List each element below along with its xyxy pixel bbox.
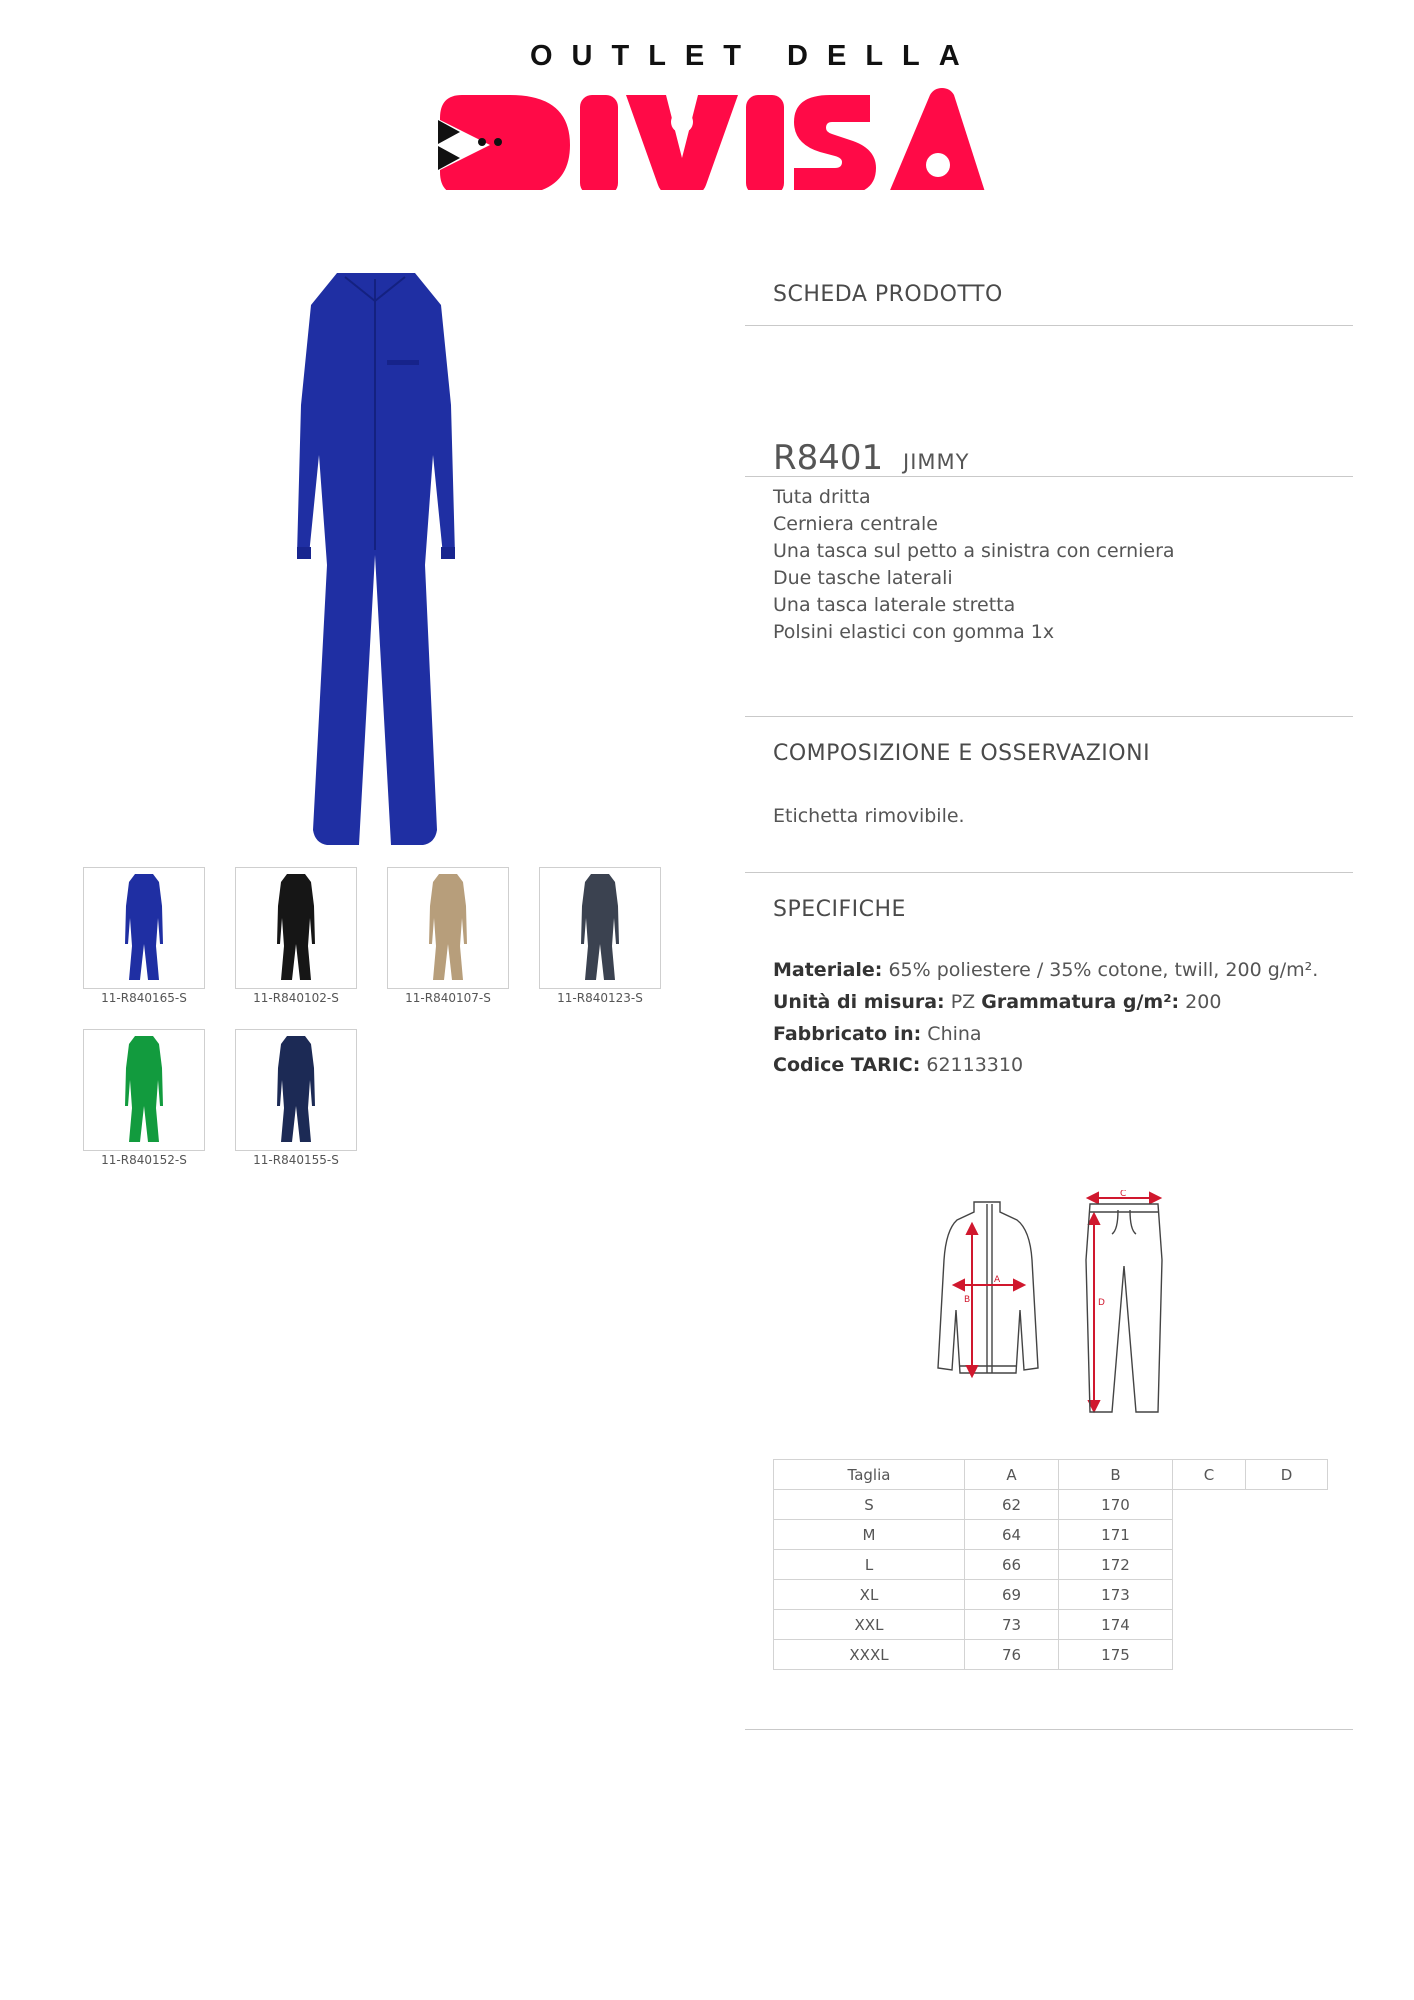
spec-unit-label: Unità di misura: xyxy=(773,991,945,1013)
feature-item: Una tasca sul petto a sinistra con cerniera xyxy=(773,540,1175,562)
feature-item: Tuta dritta xyxy=(773,486,871,508)
divider xyxy=(745,325,1353,326)
coverall-icon xyxy=(575,872,625,984)
trousers-outline-icon xyxy=(1086,1204,1162,1412)
coverall-icon xyxy=(423,872,473,984)
spec-made-in xyxy=(773,1023,982,1045)
thumbnail-5-code: 11-R840152-S xyxy=(101,1153,187,1167)
section-title-specifiche: SPECIFICHE xyxy=(773,897,906,922)
table-row xyxy=(774,1610,1328,1640)
table-empty xyxy=(1173,1520,1328,1550)
divider xyxy=(745,716,1353,717)
table-empty xyxy=(1173,1490,1328,1520)
thumbnail-4[interactable] xyxy=(539,867,661,989)
logo-letter-d xyxy=(440,95,570,190)
table-header-row xyxy=(774,1460,1328,1490)
size-diagram xyxy=(912,1190,1182,1420)
divider xyxy=(745,872,1353,873)
coverall-icon xyxy=(271,872,321,984)
coverall-image xyxy=(265,265,485,855)
coverall-icon xyxy=(271,1034,321,1146)
table-cell: XXXL xyxy=(774,1640,965,1670)
spec-weight-label: Grammatura g/m²: xyxy=(981,991,1180,1013)
diagram-label-d: D xyxy=(1098,1298,1105,1308)
section-title-scheda: SCHEDA PRODOTTO xyxy=(773,282,1003,307)
diagram-label-c: C xyxy=(1120,1190,1127,1199)
table-row xyxy=(774,1520,1328,1550)
spec-taric-label: Codice TARIC: xyxy=(773,1054,921,1076)
table-cell: 173 xyxy=(1059,1580,1173,1610)
coverall-icon xyxy=(119,1034,169,1146)
table-cell: 66 xyxy=(965,1550,1059,1580)
table-cell: 76 xyxy=(965,1640,1059,1670)
table-cell: L xyxy=(774,1550,965,1580)
feature-item: Due tasche laterali xyxy=(773,567,953,589)
measure-arrows xyxy=(954,1193,1160,1411)
table-empty xyxy=(1173,1550,1328,1580)
table-cell: XL xyxy=(774,1580,965,1610)
table-cell: 174 xyxy=(1059,1610,1173,1640)
diagram-label-a: A xyxy=(994,1275,1001,1285)
feature-item: Cerniera centrale xyxy=(773,513,938,535)
thumbnail-6-code: 11-R840155-S xyxy=(253,1153,339,1167)
table-empty xyxy=(1173,1640,1328,1670)
table-row xyxy=(774,1640,1328,1670)
feature-item: Una tasca laterale stretta xyxy=(773,594,1016,616)
table-empty xyxy=(1173,1580,1328,1610)
table-cell: 175 xyxy=(1059,1640,1173,1670)
feature-item: Polsini elastici con gomma 1x xyxy=(773,621,1055,643)
thumbnail-1-code: 11-R840165-S xyxy=(101,991,187,1005)
table-empty xyxy=(1173,1610,1328,1640)
table-header: C xyxy=(1173,1460,1246,1490)
table-header: A xyxy=(965,1460,1059,1490)
table-cell: 172 xyxy=(1059,1550,1173,1580)
table-cell: 62 xyxy=(965,1490,1059,1520)
table-row xyxy=(774,1580,1328,1610)
table-cell: 171 xyxy=(1059,1520,1173,1550)
section-title-composizione: COMPOSIZIONE E OSSERVAZIONI xyxy=(773,741,1151,766)
spec-made-in-value: China xyxy=(927,1023,982,1045)
spec-material-value: 65% poliestere / 35% cotone, twill, 200 g/m². xyxy=(888,959,1319,981)
table-row xyxy=(774,1490,1328,1520)
diagram-label-b: B xyxy=(964,1295,971,1305)
product-code: R8401 xyxy=(773,438,884,478)
table-cell: 69 xyxy=(965,1580,1059,1610)
brand-logo xyxy=(430,40,990,190)
thumbnail-4-code: 11-R840123-S xyxy=(557,991,643,1005)
thumbnail-1[interactable] xyxy=(83,867,205,989)
divider xyxy=(745,476,1353,477)
table-cell: 73 xyxy=(965,1610,1059,1640)
logo-top-text: OUTLET DELLA xyxy=(530,40,979,72)
spec-weight-value: 200 xyxy=(1185,991,1222,1013)
product-name: JIMMY xyxy=(903,450,970,474)
logo-wordmark xyxy=(430,70,990,190)
table-header: B xyxy=(1059,1460,1173,1490)
divider xyxy=(745,1729,1353,1730)
spec-taric-value: 62113310 xyxy=(926,1054,1024,1076)
table-header: D xyxy=(1246,1460,1328,1490)
table-cell: 170 xyxy=(1059,1490,1173,1520)
spec-unit xyxy=(773,991,1221,1013)
thumbnail-3[interactable] xyxy=(387,867,509,989)
thumbnail-2[interactable] xyxy=(235,867,357,989)
spec-unit-value: PZ xyxy=(950,991,976,1013)
thumbnail-3-code: 11-R840107-S xyxy=(405,991,491,1005)
size-table xyxy=(773,1459,1328,1670)
thumbnail-6[interactable] xyxy=(235,1029,357,1151)
spec-made-in-label: Fabbricato in: xyxy=(773,1023,922,1045)
table-cell: S xyxy=(774,1490,965,1520)
thumbnail-2-code: 11-R840102-S xyxy=(253,991,339,1005)
table-cell: M xyxy=(774,1520,965,1550)
spec-taric xyxy=(773,1054,1023,1076)
table-row xyxy=(774,1550,1328,1580)
table-cell: XXL xyxy=(774,1610,965,1640)
spec-material-label: Materiale: xyxy=(773,959,883,981)
jacket-outline-icon xyxy=(938,1202,1038,1373)
thumbnail-5[interactable] xyxy=(83,1029,205,1151)
composition-note: Etichetta rimovibile. xyxy=(773,805,965,827)
coverall-icon xyxy=(119,872,169,984)
spec-material xyxy=(773,959,1318,981)
product-main-image[interactable] xyxy=(265,265,485,855)
table-header: Taglia xyxy=(774,1460,965,1490)
table-cell: 64 xyxy=(965,1520,1059,1550)
logo-letters xyxy=(580,88,986,190)
feature-list xyxy=(773,484,1175,646)
